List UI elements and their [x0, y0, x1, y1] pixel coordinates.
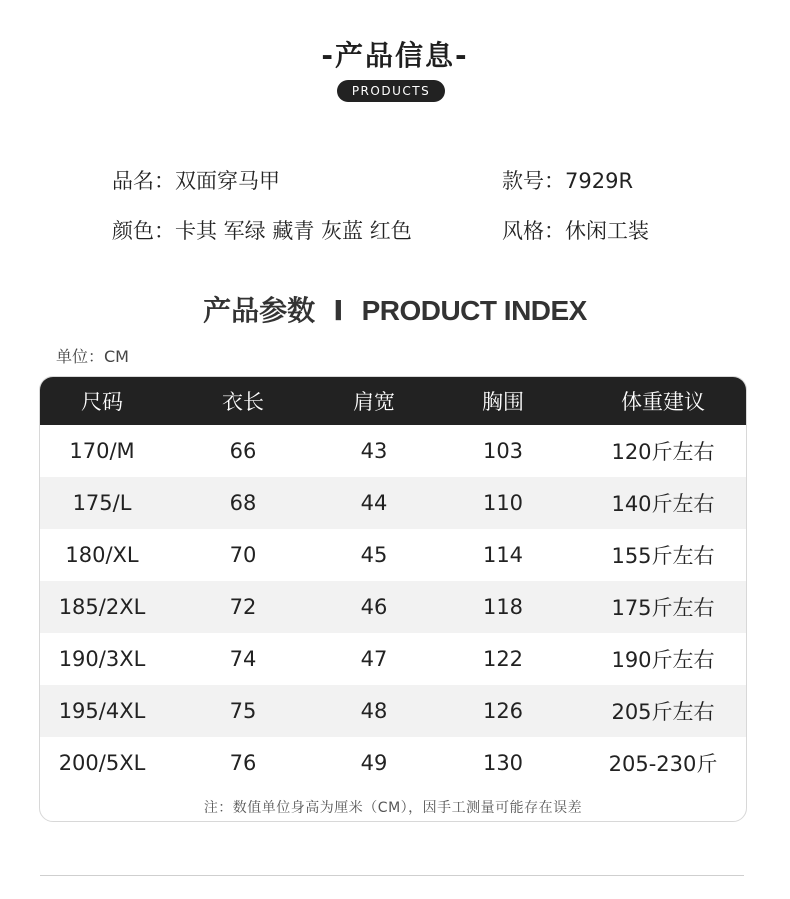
cell-weight: 205-230斤	[608, 752, 718, 776]
header-weight: 体重建议	[621, 390, 705, 414]
cell-weight: 120斤左右	[611, 440, 715, 464]
product-name: 品名：双面穿马甲	[112, 169, 280, 193]
cell-length: 66	[229, 439, 257, 463]
products-badge: PRODUCTS	[337, 80, 445, 102]
cell-chest: 103	[482, 439, 524, 463]
cell-shoulder: 48	[360, 699, 388, 723]
cell-size: 195/4XL	[58, 699, 146, 723]
table-row	[40, 685, 746, 737]
cell-length: 76	[229, 751, 257, 775]
cell-length: 75	[229, 699, 257, 723]
cell-weight: 175斤左右	[611, 596, 715, 620]
cell-chest: 118	[482, 595, 524, 619]
cell-shoulder: 45	[360, 543, 388, 567]
product-colors: 颜色：卡其 军绿 藏青 灰蓝 红色	[112, 219, 412, 243]
header-length: 衣长	[222, 390, 264, 414]
size-table	[39, 376, 747, 822]
product-style: 风格：休闲工装	[502, 219, 649, 243]
product-style-number: 款号：7929R	[502, 169, 634, 193]
cell-weight: 205斤左右	[611, 700, 715, 724]
cell-size: 175/L	[72, 491, 132, 515]
cell-weight: 155斤左右	[611, 544, 715, 568]
header-size: 尺码	[81, 390, 123, 414]
cell-size: 170/M	[69, 439, 135, 463]
table-row	[40, 529, 746, 581]
unit-label: 单位：CM	[56, 347, 129, 366]
cell-size: 200/5XL	[58, 751, 146, 775]
cell-length: 70	[229, 543, 257, 567]
page-title: -产品信息-	[321, 39, 469, 72]
table-row	[40, 425, 746, 477]
cell-size: 190/3XL	[58, 647, 146, 671]
table-row	[40, 581, 746, 633]
cell-weight: 190斤左右	[611, 648, 715, 672]
cell-length: 68	[229, 491, 257, 515]
cell-shoulder: 49	[360, 751, 388, 775]
cell-length: 72	[229, 595, 257, 619]
section-title	[0, 289, 790, 329]
cell-size: 185/2XL	[58, 595, 146, 619]
cell-chest: 122	[482, 647, 524, 671]
cell-size: 180/XL	[65, 543, 139, 567]
cell-weight: 140斤左右	[611, 492, 715, 516]
cell-length: 74	[229, 647, 257, 671]
cell-shoulder: 43	[360, 439, 388, 463]
table-row	[40, 477, 746, 529]
cell-chest: 130	[482, 751, 524, 775]
cell-shoulder: 47	[360, 647, 388, 671]
header-shoulder: 肩宽	[353, 390, 395, 414]
table-header-row	[40, 377, 746, 425]
section-title-separator: I	[333, 294, 344, 327]
cell-chest: 110	[482, 491, 524, 515]
table-note: 注：数值单位身高为厘米（CM），因手工测量可能存在误差	[203, 800, 583, 816]
section-title-cn: 产品参数	[203, 294, 316, 327]
table-row	[40, 737, 746, 789]
bottom-divider	[40, 875, 744, 876]
cell-chest: 126	[482, 699, 524, 723]
section-title-en: PRODUCT INDEX	[361, 295, 587, 326]
cell-chest: 114	[482, 543, 524, 567]
table-row	[40, 633, 746, 685]
header-chest: 胸围	[482, 390, 524, 414]
cell-shoulder: 46	[360, 595, 388, 619]
cell-shoulder: 44	[360, 491, 388, 515]
